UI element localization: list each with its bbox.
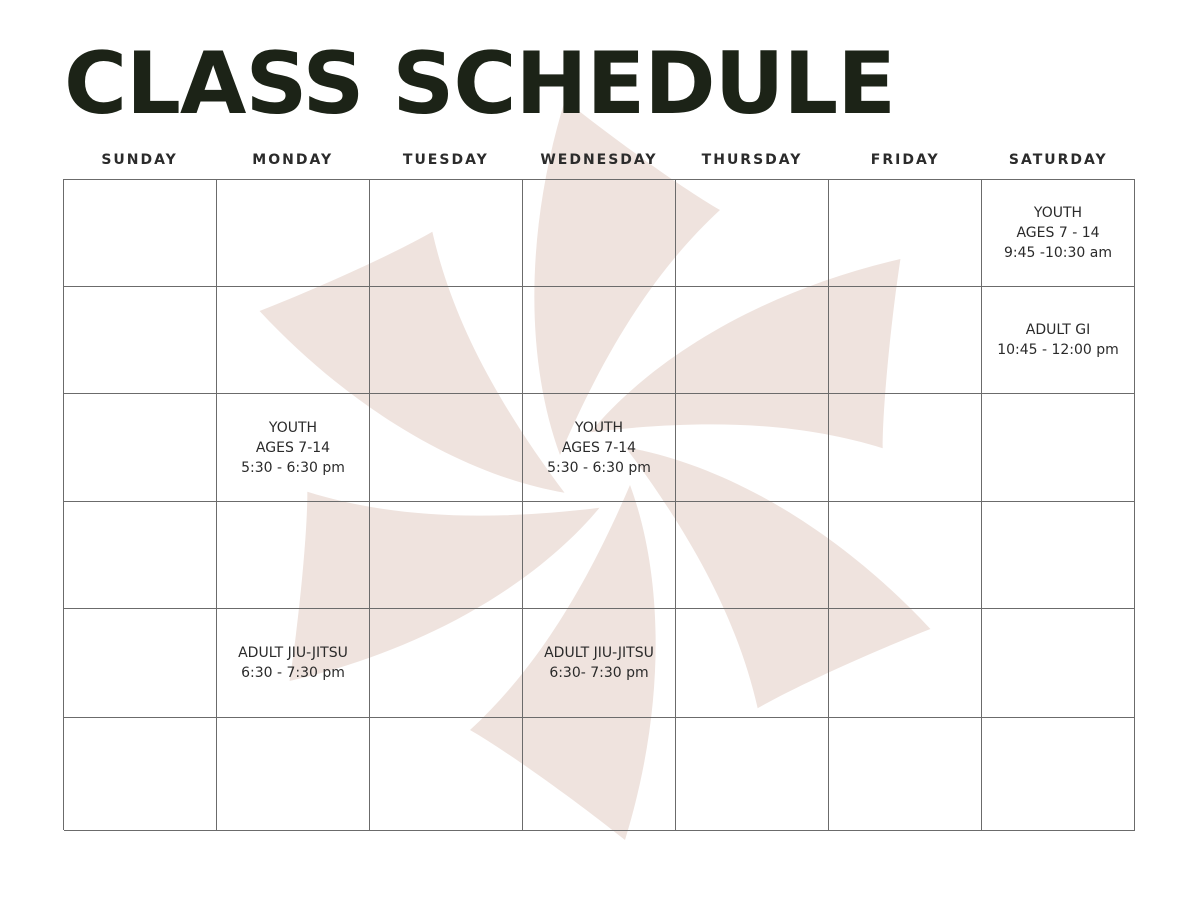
empty-slot	[829, 287, 982, 394]
day-thursday: THURSDAY	[701, 152, 803, 168]
class-slot	[217, 609, 370, 718]
class-slot	[982, 287, 1135, 394]
empty-slot	[676, 287, 829, 394]
empty-slot	[676, 394, 829, 502]
empty-slot	[982, 718, 1135, 831]
empty-slot	[523, 502, 676, 609]
class-slot	[217, 394, 370, 502]
empty-slot	[370, 502, 523, 609]
class-detail: AGES 7 - 14	[1016, 225, 1100, 241]
day-sunday: SUNDAY	[101, 152, 178, 168]
empty-slot	[676, 502, 829, 609]
empty-slot	[370, 287, 523, 394]
empty-slot	[523, 287, 676, 394]
class-name: YOUTH	[1033, 205, 1083, 221]
class-detail: 5:30 - 6:30 pm	[241, 459, 345, 476]
empty-slot	[676, 718, 829, 831]
class-name: ADULT JIU-JITSU	[238, 645, 348, 661]
class-detail: 5:30 - 6:30 pm	[547, 459, 651, 476]
class-slot	[523, 394, 676, 502]
class-detail: 6:30- 7:30 pm	[549, 665, 649, 681]
empty-slot	[64, 609, 217, 718]
empty-slot	[370, 180, 523, 287]
empty-slot	[370, 609, 523, 718]
empty-slot	[64, 502, 217, 609]
weekday-header	[63, 152, 1135, 168]
page-title: CLASS SCHEDULE	[64, 34, 895, 134]
day-saturday: SATURDAY	[1008, 152, 1108, 168]
class-detail: 10:45 - 12:00 pm	[997, 342, 1119, 358]
empty-slot	[676, 609, 829, 718]
empty-slot	[523, 180, 676, 287]
empty-slot	[829, 502, 982, 609]
empty-slot	[217, 180, 370, 287]
class-name: YOUTH	[268, 419, 318, 436]
empty-slot	[982, 394, 1135, 502]
class-detail: AGES 7-14	[561, 439, 637, 456]
schedule-grid	[63, 179, 1135, 830]
empty-slot	[829, 718, 982, 831]
class-name: ADULT JIU-JITSU	[544, 645, 654, 661]
empty-slot	[523, 718, 676, 831]
empty-slot	[982, 609, 1135, 718]
day-tuesday: TUESDAY	[402, 152, 489, 168]
class-detail: 6:30 - 7:30 pm	[241, 665, 345, 681]
class-name: ADULT GI	[1025, 322, 1091, 338]
empty-slot	[217, 502, 370, 609]
empty-slot	[64, 718, 217, 831]
day-friday: FRIDAY	[870, 152, 940, 168]
class-name: YOUTH	[574, 419, 624, 436]
class-slot	[982, 180, 1135, 287]
empty-slot	[370, 394, 523, 502]
day-monday: MONDAY	[252, 152, 334, 168]
empty-slot	[982, 502, 1135, 609]
empty-slot	[64, 287, 217, 394]
day-wednesday: WEDNESDAY	[540, 152, 658, 168]
empty-slot	[217, 287, 370, 394]
empty-slot	[829, 180, 982, 287]
class-slot	[523, 609, 676, 718]
empty-slot	[676, 180, 829, 287]
empty-slot	[64, 394, 217, 502]
empty-slot	[64, 180, 217, 287]
empty-slot	[829, 394, 982, 502]
class-detail: AGES 7-14	[255, 439, 331, 456]
class-detail: 9:45 -10:30 am	[1004, 245, 1112, 261]
empty-slot	[370, 718, 523, 831]
empty-slot	[217, 718, 370, 831]
empty-slot	[829, 609, 982, 718]
